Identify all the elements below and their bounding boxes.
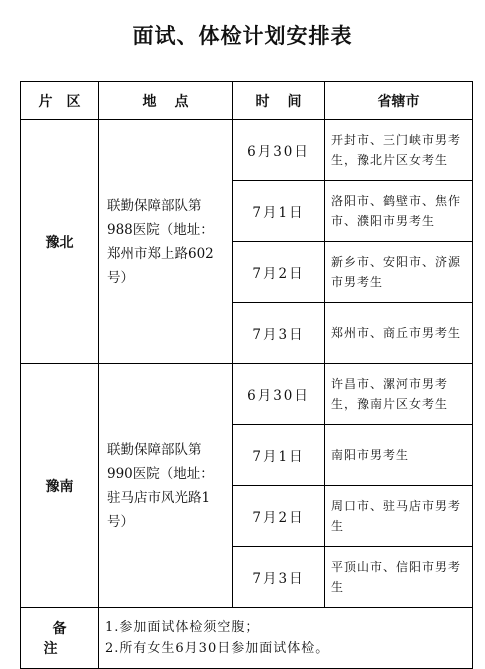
cities-cell: 新乡市、安阳市、济源市男考生 <box>325 242 473 303</box>
cities-cell: 开封市、三门峡市男考生，豫北片区女考生 <box>325 120 473 181</box>
region-cell: 豫南 <box>21 364 99 608</box>
table-row <box>21 364 473 425</box>
header-location: 地点 <box>99 82 233 120</box>
header-region: 片区 <box>21 82 99 120</box>
location-cell: 联勤保障部队第988医院（地址：郑州市郑上路602号） <box>99 120 233 364</box>
date-cell: 7月2日 <box>233 242 325 303</box>
location-cell: 联勤保障部队第990医院（地址：驻马店市风光路1号） <box>99 364 233 608</box>
header-time: 时间 <box>233 82 325 120</box>
cities-cell: 平顶山市、信阳市男考生 <box>325 547 473 608</box>
notes-label: 备注 <box>21 608 99 669</box>
header-row <box>21 82 473 120</box>
note-item: 2.所有女生6月30日参加面试体检。 <box>105 641 330 656</box>
date-cell: 6月30日 <box>233 364 325 425</box>
date-cell: 7月2日 <box>233 486 325 547</box>
date-cell: 7月1日 <box>233 425 325 486</box>
notes-row <box>21 608 473 669</box>
note-item: 1.参加面试体检须空腹； <box>105 620 260 635</box>
cities-cell: 南阳市男考生 <box>325 425 473 486</box>
region-cell: 豫北 <box>21 120 99 364</box>
date-cell: 7月1日 <box>233 181 325 242</box>
schedule-table <box>20 81 473 669</box>
date-cell: 6月30日 <box>233 120 325 181</box>
cities-cell: 郑州市、商丘市男考生 <box>325 303 473 364</box>
date-cell: 7月3日 <box>233 547 325 608</box>
header-cities: 省辖市 <box>325 82 473 120</box>
date-cell: 7月3日 <box>233 303 325 364</box>
table-row <box>21 120 473 181</box>
page-title: 面试、体检计划安排表 <box>132 24 353 48</box>
cities-cell: 洛阳市、鹤壁市、焦作市、濮阳市男考生 <box>325 181 473 242</box>
notes-text <box>99 608 473 669</box>
cities-cell: 周口市、驻马店市男考生 <box>325 486 473 547</box>
cities-cell: 许昌市、漯河市男考生，豫南片区女考生 <box>325 364 473 425</box>
